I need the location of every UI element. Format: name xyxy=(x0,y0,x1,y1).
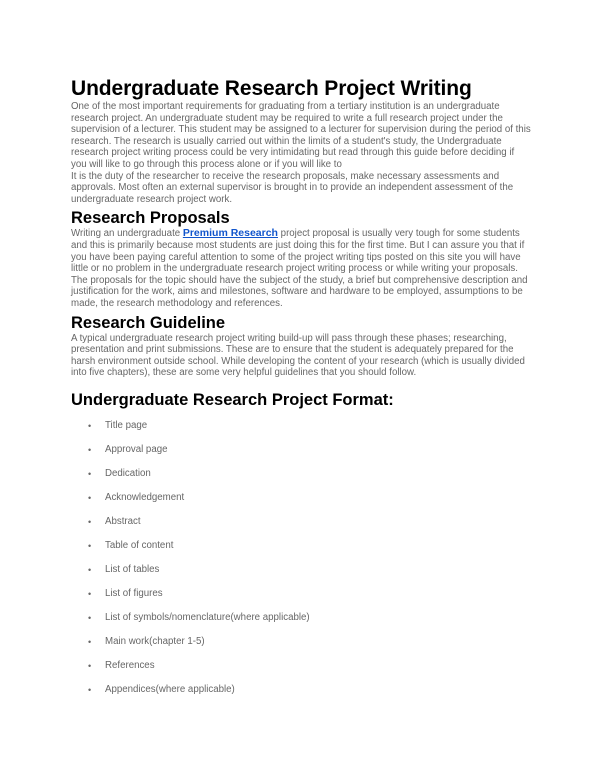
list-item xyxy=(71,564,531,588)
proposals-text-after: project proposal is usually very tough for some students and this is primarily because most students are just doing this for the first time. But I can assure you that if you have been paying careful attention to some of the project writing tips posted on this site you will have little or no problem in the undergraduate research project writing process or while writing your proposals. The proposals for the topic should have the subject of the study, a brief but comprehensive description and justification for the work, aims and milestones, software and hardware to be employed, assumptions to be made, the research methodology and references. xyxy=(71,228,528,309)
bullet-icon: • xyxy=(88,564,92,575)
research-proposals-paragraph xyxy=(71,228,531,309)
page-title: Undergraduate Research Project Writing xyxy=(71,77,472,100)
list-item-label: List of symbols/nomenclature(where applicable) xyxy=(105,611,310,623)
bullet-icon: • xyxy=(88,516,92,527)
bullet-icon: • xyxy=(88,468,92,479)
list-item-label: References xyxy=(105,659,155,671)
research-proposals-heading: Research Proposals xyxy=(71,209,230,228)
list-item xyxy=(71,540,531,564)
bullet-icon: • xyxy=(88,444,92,455)
bullet-icon: • xyxy=(88,492,92,503)
bullet-icon: • xyxy=(88,420,92,431)
list-item-label: Title page xyxy=(105,419,148,431)
list-item-label: Acknowledgement xyxy=(105,491,185,503)
intro-text-2: It is the duty of the researcher to receive the research proposals, make necessary assessments and approvals. Most often an external supervisor is brought in to provide an independent assessment of the undergraduate research project work. xyxy=(71,170,514,205)
list-item xyxy=(71,588,531,612)
list-item xyxy=(71,468,531,492)
list-item xyxy=(71,516,531,540)
list-item-label: List of figures xyxy=(105,587,163,599)
list-item xyxy=(71,660,531,684)
premium-research-link[interactable]: Premium Research xyxy=(182,227,278,240)
list-item-label: Table of content xyxy=(105,539,174,551)
list-item-label: Appendices(where applicable) xyxy=(105,683,235,695)
intro-paragraph xyxy=(71,101,531,205)
research-guideline-paragraph: A typical undergraduate research project writing build-up will pass through these phases; researching, presentation and print submissions. These are to ensure that the student is adequately prepared for the harsh environment outside school. While developing the content of your research (which is usually divided into five chapters), these are some very helpful guidelines that you should follow. xyxy=(71,332,525,379)
list-item-label: Abstract xyxy=(105,515,141,527)
bullet-icon: • xyxy=(88,684,92,695)
bullet-icon: • xyxy=(88,540,92,551)
list-item xyxy=(71,420,531,444)
list-item xyxy=(71,636,531,660)
research-guideline-heading: Research Guideline xyxy=(71,313,226,332)
proposals-text-before: Writing an undergraduate xyxy=(71,228,183,240)
bullet-icon: • xyxy=(88,660,92,671)
list-item-label: Dedication xyxy=(105,467,151,479)
project-format-list xyxy=(71,420,531,708)
list-item xyxy=(71,684,531,708)
list-item-label: Main work(chapter 1-5) xyxy=(105,635,205,647)
list-item xyxy=(71,612,531,636)
list-item-label: List of tables xyxy=(105,563,160,575)
bullet-icon: • xyxy=(88,612,92,623)
bullet-icon: • xyxy=(88,588,92,599)
list-item xyxy=(71,444,531,468)
list-item xyxy=(71,492,531,516)
project-format-heading: Undergraduate Research Project Format: xyxy=(71,390,394,409)
list-item-label: Approval page xyxy=(105,443,168,455)
document-page xyxy=(71,76,531,708)
bullet-icon: • xyxy=(88,636,92,647)
intro-text-1: One of the most important requirements for graduating from a tertiary institution is an undergraduate research project. An undergraduate student may be required to write a full research project under the supervision of a lecturer. This student may be assigned to a lecturer for supervision during the period of this research. The research is usually carried out within the limits of a student's study, the Undergraduate research project writing process could be very intimidating but read through this guide before deciding if you will like to go through this process alone or if you will like to xyxy=(71,101,531,170)
